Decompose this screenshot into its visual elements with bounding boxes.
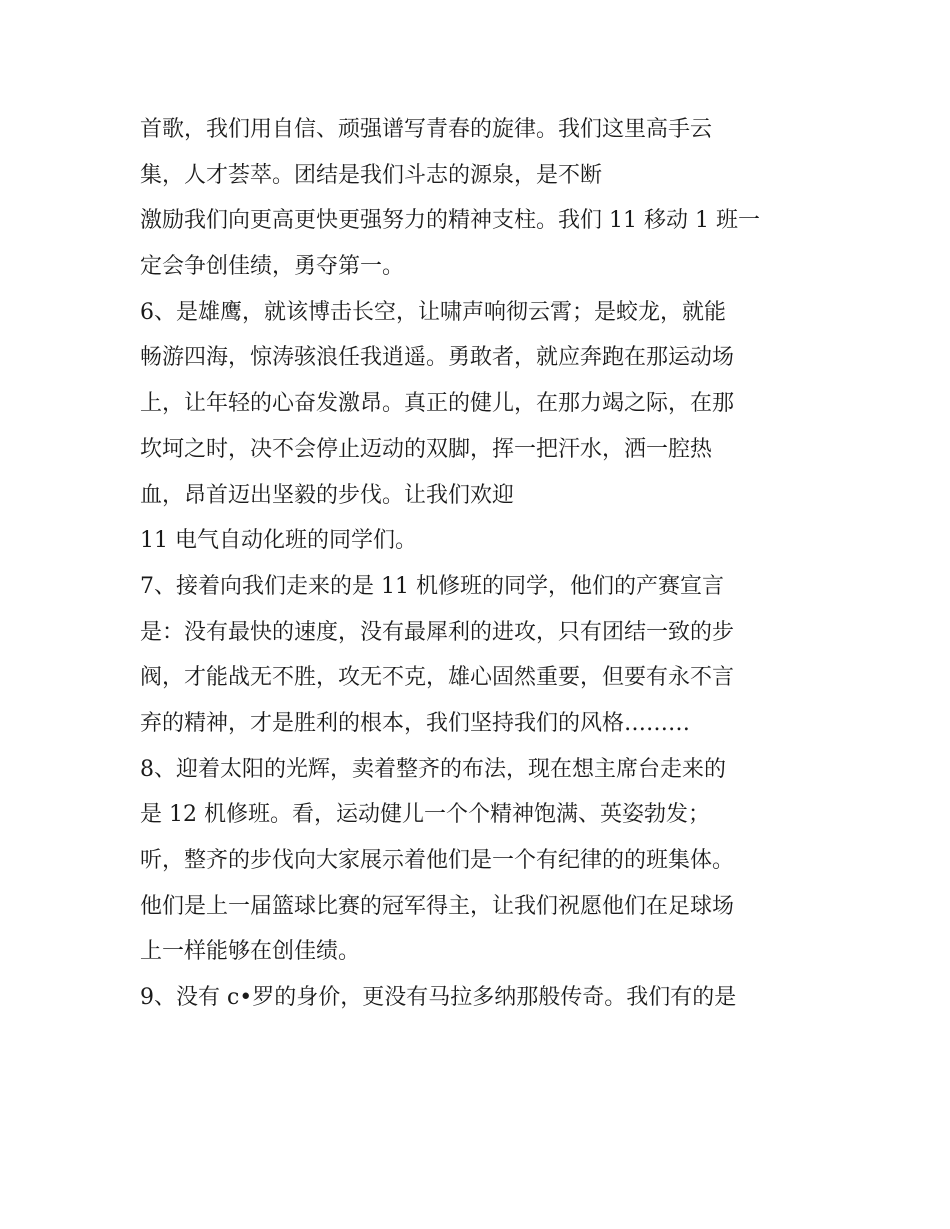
text-line-11: 7、接着向我们走来的是 11 机修班的同学，他们的产赛宣言 — [140, 573, 724, 599]
text-line-7: 上，让年轻的心奋发激昂。真正的健儿，在那力竭之际，在那 — [140, 391, 735, 417]
text-line-20: 9、没有 c•罗的身价，更没有马拉多纳那般传奇。我们有的是 — [140, 985, 737, 1011]
text-line-15: 8、迎着太阳的光辉，卖着整齐的布法，现在想主席台走来的 — [140, 756, 726, 782]
text-line-4: 定会争创佳绩，勇夺第一。 — [140, 254, 405, 280]
text-line-3: 激励我们向更高更快更强努力的精神支柱。我们 11 移动 1 班一 — [140, 208, 760, 234]
text-line-9: 血，昂首迈出坚毅的步伐。让我们欢迎 — [140, 482, 515, 508]
text-line-18: 他们是上一届篮球比赛的冠军得主，让我们祝愿他们在足球场 — [140, 893, 735, 919]
text-line-10: 11 电气自动化班的同学们。 — [140, 528, 417, 554]
text-line-6: 畅游四海，惊涛骇浪任我逍遥。勇敢者，就应奔跑在那运动场 — [140, 345, 735, 371]
text-line-2: 集，人才荟萃。团结是我们斗志的源泉，是不断 — [140, 162, 603, 188]
text-line-13: 阀，才能战无不胜，攻无不克，雄心固然重要，但要有永不言 — [140, 665, 735, 691]
text-line-16: 是 12 机修班。看，运动健儿一个个精神饱满、英姿勃发； — [140, 802, 710, 828]
text-line-17: 听，整齐的步伐向大家展示着他们是一个有纪律的的班集体。 — [140, 848, 735, 873]
text-line-8: 坎坷之时，决不会停止迈动的双脚，挥一把汗水，洒一腔热 — [140, 436, 713, 462]
body-text — [140, 107, 830, 1021]
text-line-19: 上一样能够在创佳绩。 — [140, 939, 361, 965]
text-line-1: 首歌，我们用自信、顽强谱写青春的旋律。我们这里高手云 — [140, 117, 713, 142]
text-line-14: 弃的精神，才是胜利的根本，我们坚持我们的风格……… — [140, 710, 691, 736]
text-line-5: 6、是雄鹰，就该博击长空，让啸声响彻云霄；是蛟龙，就能 — [140, 299, 726, 325]
text-line-12: 是：没有最快的速度，没有最犀利的进攻，只有团结一致的步 — [140, 619, 735, 645]
